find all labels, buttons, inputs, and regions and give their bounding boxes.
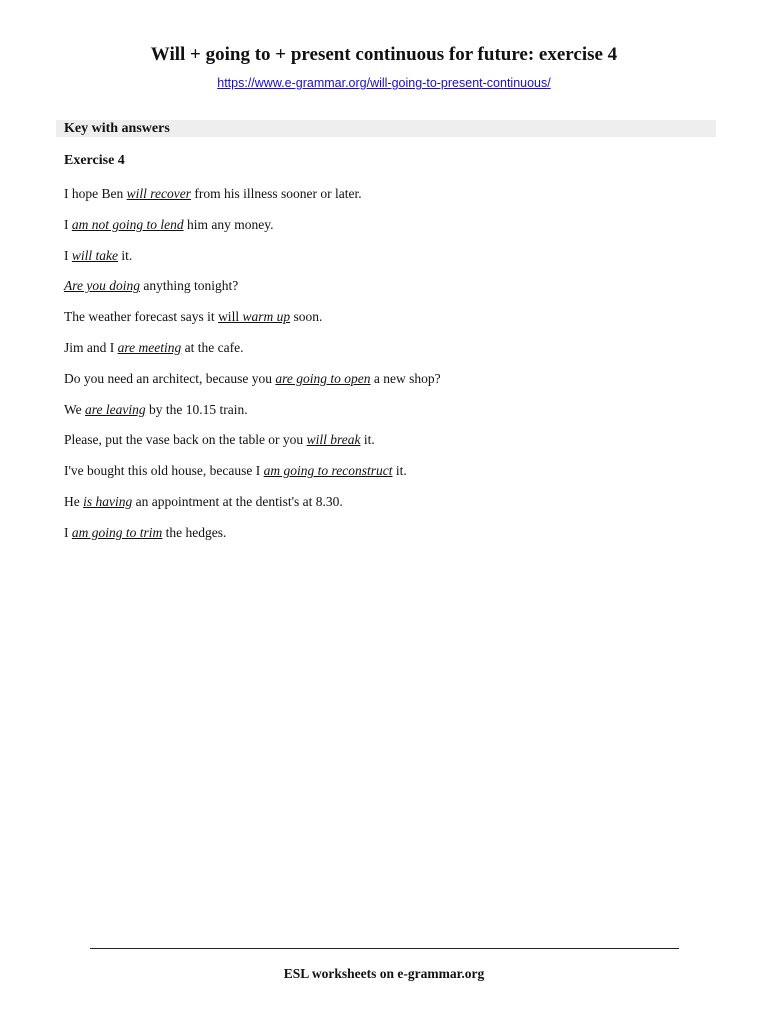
answer-text-after: him any money. <box>183 216 274 232</box>
answer-highlight: is having <box>83 493 133 509</box>
answer-text-before: Please, put the vase back on the table or you <box>64 432 307 448</box>
answer-text-before: Jim and I <box>64 339 118 355</box>
answer-line-4 <box>64 278 724 309</box>
answer-text-before: I've bought this old house, because I <box>64 463 264 479</box>
answer-line-12 <box>64 525 724 556</box>
answer-text-after: at the cafe. <box>181 339 244 355</box>
answer-highlight: warm up <box>242 309 291 325</box>
answer-highlight: will recover <box>126 186 191 201</box>
answer-text-after: by the 10.15 train. <box>145 401 248 417</box>
answer-line-5 <box>64 309 724 340</box>
answer-text-before: He <box>64 493 84 509</box>
answer-text-after: anything tonight? <box>139 278 239 294</box>
answer-text-after: from his illness sooner or later. <box>190 186 362 201</box>
answer-highlight: are going to open <box>275 370 371 386</box>
exercise-heading: Exercise 4 <box>64 153 125 168</box>
answer-text-after: soon. <box>290 309 323 325</box>
answer-text-before: I <box>64 216 72 232</box>
answer-line-3 <box>64 248 724 279</box>
answer-line-6 <box>64 340 724 371</box>
answer-highlight: are leaving <box>85 401 146 417</box>
answer-highlight: am going to trim <box>71 524 163 540</box>
answer-list <box>64 186 724 556</box>
page-title: Will + going to + present continuous for future: exercise 4 <box>150 44 618 65</box>
answer-line-8 <box>64 402 724 433</box>
answer-text-after: an appointment at the dentist's at 8.30. <box>132 493 343 509</box>
answer-text-before: I <box>64 247 72 263</box>
answer-highlight: am going to reconstruct <box>263 463 393 479</box>
answer-line-10 <box>64 463 724 494</box>
answer-text-after: it. <box>392 463 407 479</box>
answer-plain-underlined: will <box>218 309 240 325</box>
answer-text-after: it. <box>360 432 375 448</box>
answer-text-after: it. <box>118 247 133 263</box>
footer-text: ESL worksheets on e-grammar.org <box>283 966 485 981</box>
answer-highlight: are meeting <box>117 339 182 355</box>
answer-text-before: I <box>64 524 72 540</box>
answer-line-1 <box>64 186 724 217</box>
answer-text-before: We <box>64 401 86 417</box>
answer-text-after: a new shop? <box>370 370 441 386</box>
answer-line-7 <box>64 371 724 402</box>
source-link-container <box>0 76 768 90</box>
answer-line-2 <box>64 217 724 248</box>
answer-highlight: will take <box>71 247 118 263</box>
answer-text-before: I hope Ben <box>64 186 127 201</box>
answer-highlight: will break <box>306 432 361 448</box>
answer-highlight: Are you doing <box>64 278 140 294</box>
answer-line-9 <box>64 432 724 463</box>
footer-divider <box>90 948 679 949</box>
key-with-answers-heading: Key with answers <box>56 120 716 137</box>
answer-line-11 <box>64 494 724 525</box>
source-link[interactable]: https://www.e-grammar.org/will-going-to-present-continuous/ <box>217 76 551 90</box>
answer-text-before: Do you need an architect, because you <box>64 370 276 386</box>
answer-text-after: the hedges. <box>162 524 227 540</box>
answer-highlight: am not going to lend <box>71 216 184 232</box>
answer-text-before: The weather forecast says it <box>64 309 219 325</box>
